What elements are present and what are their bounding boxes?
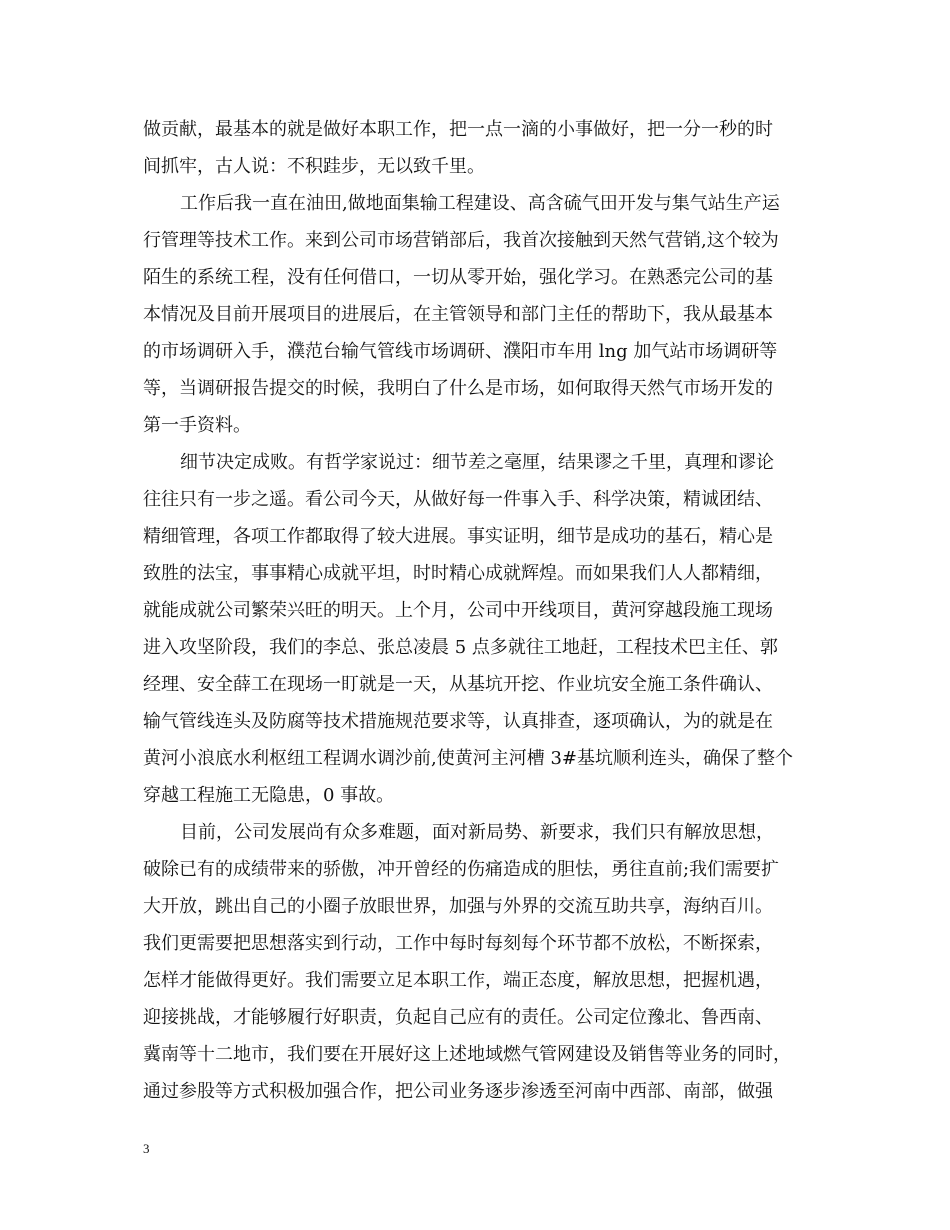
text-line: 就能成就公司繁荣兴旺的明天。上个月，公司中开线项目，黄河穿越段施工现场 (143, 600, 773, 621)
text-line: 我们更需要把思想落实到行动，工作中每时每刻每个环节都不放松，不断探索， (143, 933, 773, 954)
text-line: 迎接挑战，才能够履行好职责，负起自己应有的责任。公司定位豫北、鲁西南、 (143, 1007, 773, 1028)
text-line: 精细管理，各项工作都取得了较大进展。事实证明，细节是成功的基石，精心是 (143, 526, 773, 547)
text-line: 陌生的系统工程，没有任何借口，一切从零开始，强化学习。在熟悉完公司的基 (143, 267, 773, 288)
text-line: 间抓牢，古人说：不积跬步，无以致千里。 (143, 156, 485, 177)
text-line: 进入攻坚阶段，我们的李总、张总凌晨 5 点多就往工地赶，工程技术巴主任、郭 (143, 637, 778, 658)
text-line: 致胜的法宝，事事精心成就平坦，时时精心成就辉煌。而如果我们人人都精细， (143, 563, 773, 584)
text-line: 冀南等十二地市，我们要在开展好这上述地域燃气管网建设及销售等业务的同时， (143, 1044, 791, 1065)
text-line: 第一手资料。 (143, 415, 251, 436)
text-line: 大开放，跳出自己的小圈子放眼世界，加强与外界的交流互助共享，海纳百川。 (143, 896, 773, 917)
text-line: 往往只有一步之遥。看公司今天，从做好每一件事入手、科学决策，精诚团结、 (143, 489, 773, 510)
text-line: 经理、安全薛工在现场一盯就是一天，从基坑开挖、作业坑安全施工条件确认、 (143, 674, 773, 695)
text-line: 的市场调研入手，濮范台输气管线市场调研、濮阳市车用 lng 加气站市场调研等 (143, 341, 778, 362)
text-line: 怎样才能做得更好。我们需要立足本职工作，端正态度，解放思想，把握机遇， (143, 970, 773, 991)
page-number: 3 (143, 1141, 150, 1156)
text-line: 做贡献，最基本的就是做好本职工作，把一点一滴的小事做好，把一分一秒的时 (143, 119, 773, 140)
paragraph-start-line: 工作后我一直在油田,做地面集输工程建设、高含硫气田开发与集气站生产运 (180, 193, 780, 214)
text-line: 输气管线连头及防腐等技术措施规范要求等，认真排查，逐项确认，为的就是在 (143, 711, 773, 732)
paragraph-start-line: 细节决定成败。有哲学家说过：细节差之毫厘，结果谬之千里，真理和谬论 (180, 452, 774, 473)
paragraph-start-line: 目前，公司发展尚有众多难题，面对新局势、新要求，我们只有解放思想， (180, 822, 774, 843)
text-line: 黄河小浪底水利枢纽工程调水调沙前,使黄河主河槽 3#基坑顺利连头，确保了整个 (143, 748, 793, 769)
text-line: 通过参股等方式积极加强合作，把公司业务逐步渗透至河南中西部、南部，做强 (143, 1081, 773, 1102)
text-line: 穿越工程施工无隐患，0 事故。 (143, 785, 395, 806)
text-line: 本情况及目前开展项目的进展后，在主管领导和部门主任的帮助下，我从最基本 (143, 304, 773, 325)
text-line: 等，当调研报告提交的时候，我明白了什么是市场，如何取得天然气市场开发的 (143, 378, 773, 399)
text-line: 破除已有的成绩带来的骄傲，冲开曾经的伤痛造成的胆怯，勇往直前;我们需要扩 (143, 859, 780, 880)
text-line: 行管理等技术工作。来到公司市场营销部后，我首次接触到天然气营销,这个较为 (143, 230, 779, 251)
